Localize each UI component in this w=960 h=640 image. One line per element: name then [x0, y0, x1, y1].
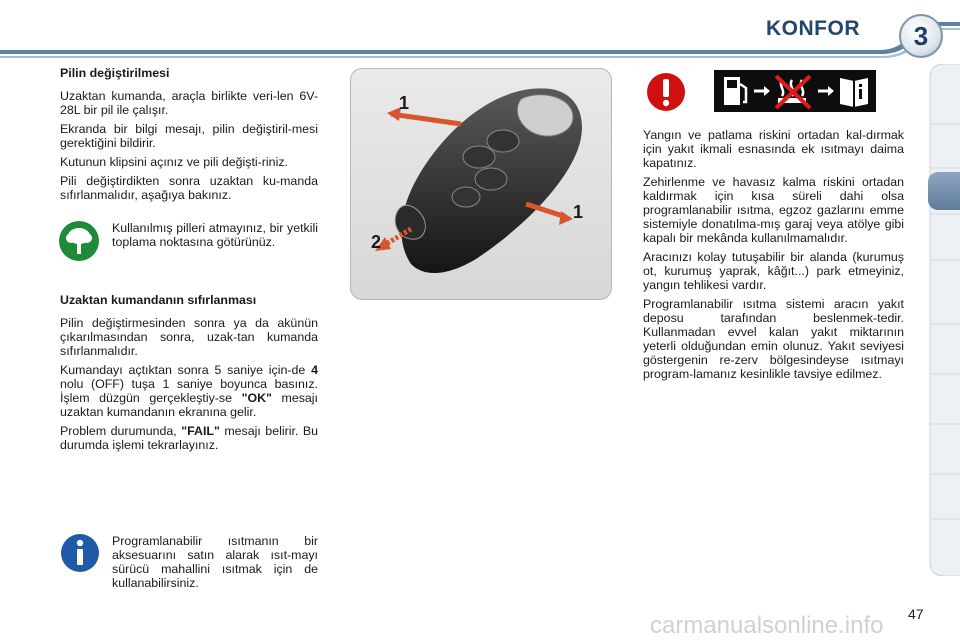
battery-section	[60, 66, 318, 207]
page-number: 47	[908, 606, 924, 622]
battery-paragraph-2: Ekranda bir bilgi mesajı, pilin değiştiril-mesi gerektiğini bildirir.	[60, 122, 318, 150]
fire-risk-paragraph-1: Yangın ve patlama riskini ortadan kal-dırmak için yakıt ikmali esnasında ek ısıtmayı daima kapatınız.	[643, 128, 904, 170]
reset-section	[60, 293, 318, 457]
tree-recycle-icon	[58, 220, 100, 267]
fuel-pump-icon	[724, 77, 746, 105]
battery-heading: Pilin değiştirilmesi	[60, 66, 170, 80]
battery-paragraph-3: Kutunun klipsini açınız ve pili değişti-riniz.	[60, 155, 288, 169]
fire-risk-paragraph-2: Zehirlenme ve havasız kalma riskini ortadan kaldırmak için kısa süreli dahi olsa programlanabilir ısıtma, egzoz gazlarını emme sistemiyle donatılma-mış garaj veya atölye gibi kapalı bir mekânda kullanılmamalıdır.	[643, 175, 904, 245]
watermark: carmanualsonline.info	[650, 612, 884, 639]
heater-off-icon	[776, 76, 810, 108]
info-note-text: Programlanabilir ısıtmanın bir aksesuarını satın alarak ısıt-mayı sürücü mahallini ısıtmak için de kullanabilirsiniz.	[112, 534, 318, 590]
recycle-note-text: Kullanılmış pilleri atmayınız, bir yetkili toplama noktasına götürünüz.	[112, 221, 318, 249]
page-title: KONFOR	[766, 17, 860, 40]
info-note	[112, 534, 318, 595]
battery-paragraph-1: Uzaktan kumanda, araçla birlikte veri-len 6V-28L bir pil ile çalışır.	[60, 89, 318, 117]
reset-paragraph-3: Problem durumunda, "FAIL" mesajı belirir. Bu durumda işlemi tekrarlayınız.	[60, 424, 319, 452]
callout-1-top: 1	[399, 93, 410, 113]
button-number: 4	[311, 363, 318, 377]
reset-paragraph-2: Kumandayı açtıktan sonra 5 saniye için-de 4 nolu (OFF) tuşa 1 saniye boyunca basınız. İşlem düzgün gerçekleştiy-se "OK" mesajı uzaktan kumandanın ekranına gelir.	[60, 363, 318, 419]
chapter-tab-active[interactable]	[928, 172, 960, 210]
battery-paragraph-4: Pili değiştirdikten sonra uzaktan ku-manda sıfırlanmalıdır, aşağıya bakınız.	[60, 174, 318, 202]
chapter-tab-strip	[926, 64, 960, 576]
info-icon	[60, 533, 100, 578]
warning-icon	[646, 72, 686, 117]
manual-book-icon	[840, 78, 868, 107]
fire-risk-paragraph-4: Programlanabilir ısıtma sistemi aracın yakıt deposu tarafından beslenmek-tedir. Kullanmadan evvel kalan yakıt miktarının yeterli olduğundan emin olunuz. Yakıt seviyesi göstergenin re-zerv bölgesindeyse ısıtmayı program-lamanız kesinlikle tavsiye edilmez.	[643, 297, 904, 381]
chapter-badge: 3	[899, 14, 943, 58]
remote-control-photo	[350, 68, 612, 300]
reset-paragraph-1: Pilin değiştirmesinden sonra ya da akünün çıkarılmasından sonra, uzak-tan kumanda sıfırlanmalıdır.	[60, 316, 318, 358]
callout-1-right: 1	[573, 202, 584, 222]
ok-message: "OK"	[241, 391, 272, 405]
page-header	[0, 0, 960, 60]
reset-heading: Uzaktan kumandanın sıfırlanması	[60, 293, 257, 307]
callout-2: 2	[371, 232, 382, 252]
refuel-pictogram-bar	[714, 70, 876, 112]
fire-risk-paragraph-3: Aracınızı kolay tutuşabilir bir alanda (kurumuş ot, kurumuş yaprak, kâğıt...) park etmeyiniz, yangın tehlikesi vardır.	[643, 250, 904, 292]
fire-risk-section	[643, 128, 904, 386]
recycle-note	[112, 221, 318, 254]
fail-message: "FAIL"	[181, 424, 220, 438]
